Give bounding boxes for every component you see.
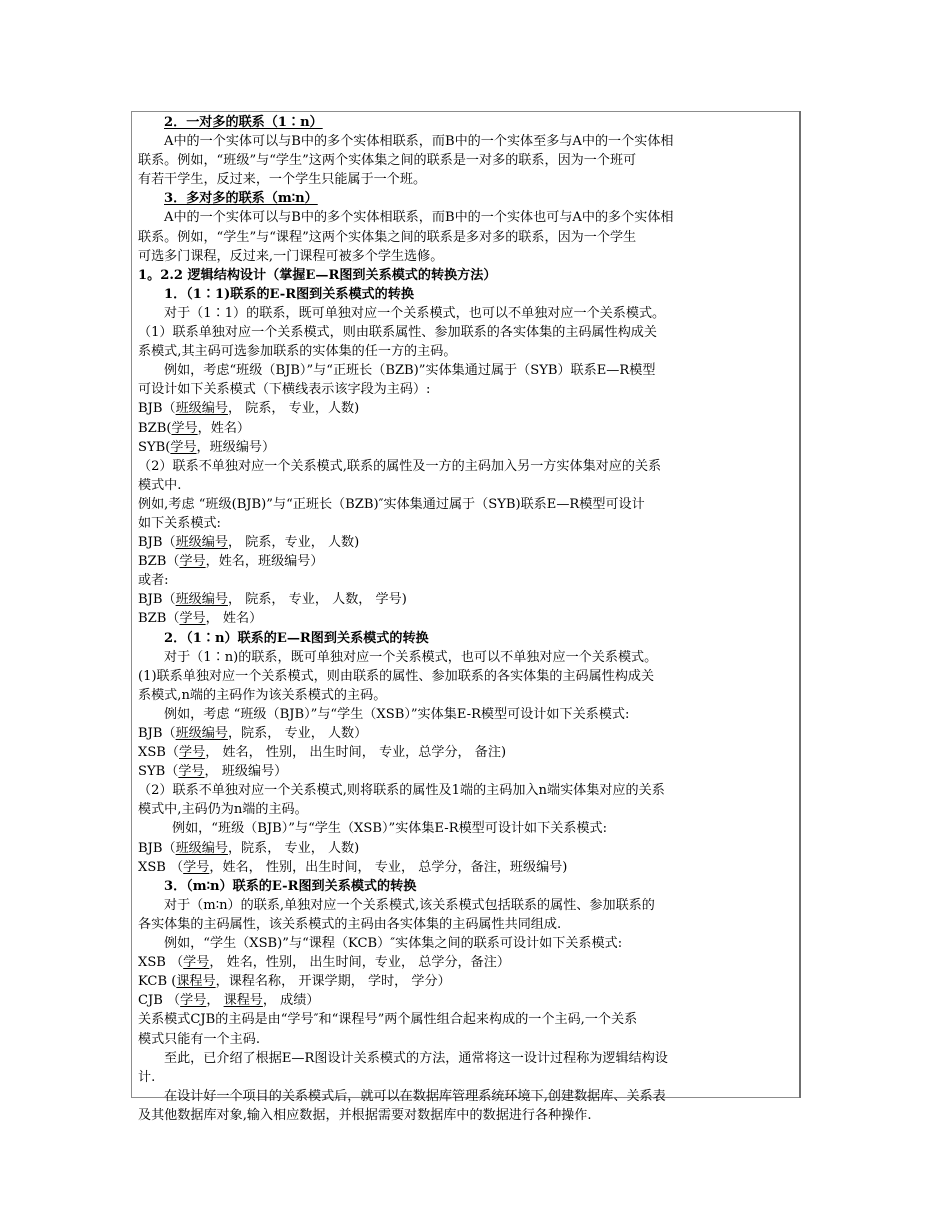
paragraph-line: 可选多门课程，反过来,一门课程可被多个学生选修。 [138, 248, 444, 264]
paragraph-line: 系模式,n端的主码作为该关系模式的主码。 [138, 687, 387, 703]
paragraph-line: 对于（m∶n）的联系,单独对应一个关系模式,该关系模式包括联系的属性、参加联系的 [164, 897, 655, 913]
paragraph-line: 模式中. [138, 477, 182, 493]
right-border-rule [799, 111, 801, 1098]
paragraph-line: 至此，已介绍了根据E—R图设计关系模式的方法，通常将这一设计过程称为逻辑结构设 [164, 1050, 668, 1066]
document-body [138, 113, 796, 1125]
primary-key: 学号 [171, 420, 198, 436]
paragraph-line: A中的一个实体可以与B中的多个实体相联系，而B中的一个实体至多与A中的一个实体相 [164, 134, 674, 150]
paragraph-line: 对于（1∶1）的联系，既可单独对应一个关系模式，也可以不单独对应一个关系模式。 [164, 305, 666, 321]
primary-key: 学号 [179, 745, 206, 761]
paragraph-line: 例如，考虑“班级（BJB）”与“正班长（BZB)”实体集通过属于（SYB）联系E—R模型 [164, 363, 656, 379]
primary-key: 班级编号 [175, 535, 228, 551]
relation-schema: BJB（班级编号， 院系， 专业，人数) [138, 401, 360, 417]
paragraph-line: 例如,考虑 “班级(BJB)”与“正班长（BZB)″实体集通过属于（SYB)联系E—R模型可设计 [138, 496, 645, 512]
primary-key: 学号 [180, 993, 207, 1009]
section-heading-logical-design: 1。2.2 逻辑结构设计（掌握E—R图到关系模式的转换方法） [138, 267, 497, 283]
paragraph-line: 有若干学生，反过来，一个学生只能属于一个班。 [138, 172, 427, 188]
primary-key: 学号 [183, 859, 210, 875]
paragraph-line: 或者: [138, 573, 169, 589]
paragraph-line: 例如，“学生（XSB)”与“课程（KCB）″实体集之间的联系可设计如下关系模式: [164, 936, 623, 952]
relation-schema: BZB（学号， 姓名） [138, 611, 263, 627]
heading-many-to-many: 3．多对多的联系（m∶n） [164, 191, 318, 207]
primary-key: 班级编号 [175, 840, 228, 856]
relation-schema: XSB （学号，姓名， 性别，出生时间， 专业， 总学分，备注，班级编号) [138, 859, 568, 875]
paragraph-line: 联系。例如，“学生”与“课程”这两个实体集之间的联系是多对多的联系，因为一个学生 [138, 229, 637, 245]
primary-key: 学号 [179, 611, 206, 627]
primary-key: 课程号 [176, 974, 216, 990]
relation-schema: XSB （学号， 姓名，性别， 出生时间，专业， 总学分，备注） [138, 955, 510, 971]
paragraph-line: （2）联系不单独对应一个关系模式,则将联系的属性及1端的主码加入n端实体集对应的关系 [138, 783, 665, 799]
primary-key: 学号 [183, 955, 210, 971]
paragraph-line: (1)联系单独对应一个关系模式，则由联系的属性、参加联系的各实体集的主码属性构成关 [138, 668, 655, 684]
relation-schema: KCB (课程号，课程名称， 开课学期， 学时， 学分） [138, 974, 451, 990]
relation-schema: XSB（学号， 姓名， 性别， 出生时间， 专业，总学分， 备注) [138, 745, 507, 761]
paragraph-line: 可设计如下关系模式（下横线表示该字段为主码）: [138, 382, 431, 398]
paragraph-line: A中的一个实体可以与B中的多个实体相联系，而B中的一个实体也可与A中的多个实体相 [164, 210, 674, 226]
heading-m-to-n-conversion: 3．（m∶n）联系的E-R图到关系模式的转换 [164, 878, 417, 894]
paragraph-line: （2）联系不单独对应一个关系模式,联系的属性及一方的主码加入另一方实体集对应的关系 [138, 458, 662, 474]
primary-key: 学号 [178, 764, 205, 780]
paragraph-line: 计. [138, 1069, 156, 1085]
paragraph-line: 如下关系模式: [138, 515, 221, 531]
paragraph-line: 及其他数据库对象,输入相应数据，并根据需要对数据库中的数据进行各种操作. [138, 1107, 592, 1123]
paragraph-line: 模式中,主码仍为n端的主码。 [138, 802, 308, 818]
paragraph-line: 各实体集的主码属性，该关系模式的主码由各实体集的主码属性共同组成. [138, 916, 562, 932]
heading-one-to-one-conversion: 1．（1∶1)联系的E-R图到关系模式的转换 [164, 286, 414, 302]
paragraph-line: 模式只能有一个主码. [138, 1031, 261, 1047]
paragraph-line: 在设计好一个项目的关系模式后，就可以在数据库管理系统环境下,创建数据库、关系表 [164, 1088, 666, 1104]
relation-schema: BZB(学号，姓名） [138, 420, 251, 436]
relation-schema: BJB（班级编号， 院系， 专业， 人数， 学号) [138, 592, 407, 608]
heading-one-to-many: 2．一对多的联系（1∶n） [164, 115, 323, 130]
paragraph-line: 对于（1∶n)的联系，既可单独对应一个关系模式，也可以不单独对应一个关系模式。 [164, 649, 658, 665]
heading-one-to-n-conversion: 2．（1∶n）联系的E—R图到关系模式的转换 [164, 630, 429, 646]
primary-key: 班级编号 [175, 592, 228, 608]
relation-schema: SYB（学号， 班级编号） [138, 764, 288, 780]
paragraph-line: （1）联系单独对应一个关系模式，则由联系属性、参加联系的各实体集的主码属性构成关 [138, 325, 657, 341]
relation-schema: BZB（学号，姓名，班级编号） [138, 554, 324, 570]
primary-key: 班级编号 [175, 726, 228, 741]
relation-schema: BJB（班级编号，院系， 专业， 人数) [138, 840, 360, 856]
primary-key: 学号 [170, 439, 197, 455]
relation-schema: BJB（班级编号， 院系，专业， 人数) [138, 535, 360, 551]
relation-schema: CJB （学号， 课程号， 成绩） [138, 993, 320, 1009]
paragraph-line: 联系。例如，“班级”与“学生”这两个实体集之间的联系是一对多的联系，因为一个班可 [138, 153, 637, 169]
primary-key: 班级编号 [175, 401, 228, 417]
relation-schema: SYB(学号，班级编号） [138, 439, 276, 455]
primary-key: 学号 [179, 554, 206, 570]
paragraph-line: 例如，考虑 “班级（BJB）”与“学生（XSB）”实体集E-R模型可设计如下关系模式: [164, 706, 630, 722]
paragraph-line: 系模式,其主码可选参加联系的实体集的任一方的主码。 [138, 344, 457, 360]
paragraph-line: 关系模式CJB的主码是由“学号″和“课程号”两个属性组合起来构成的一个主码,一个关系 [138, 1012, 638, 1028]
relation-schema: BJB（班级编号，院系， 专业， 人数） [138, 726, 368, 741]
primary-key: 课程号 [223, 993, 263, 1009]
paragraph-line: 例如，“班级（BJB）”与“学生（XSB）”实体集E-R模型可设计如下关系模式: [172, 821, 608, 837]
